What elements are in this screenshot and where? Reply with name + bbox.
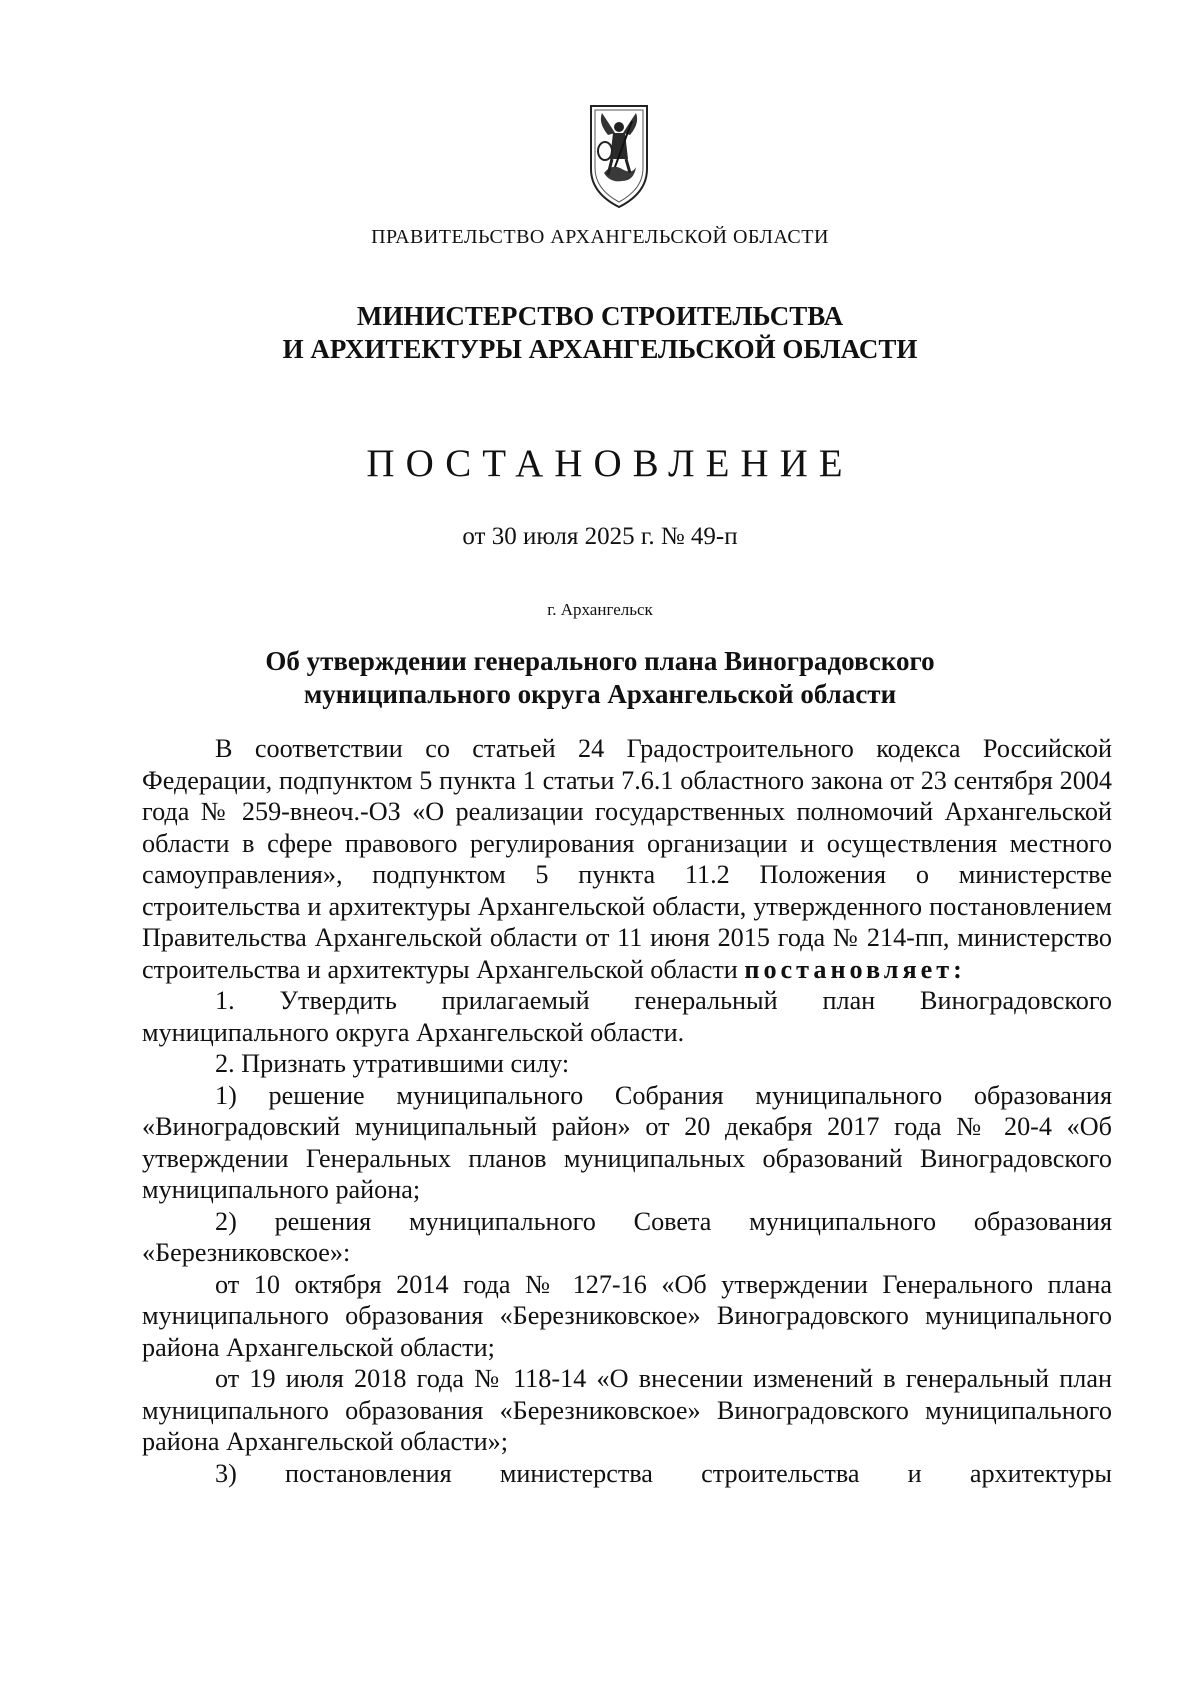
preamble-paragraph	[142, 733, 1112, 985]
item-2-1: 1) решение муниципального Собрания муниципального образования «Виноградовский муниципальный район» от 20 декабря 2017 года № 20-4 «Об утверждении Генеральных планов муниципальных образований Виноградовского муниципального района;	[142, 1080, 1112, 1204]
government-heading: ПРАВИТЕЛЬСТВО АРХАНГЕЛЬСКОЙ ОБЛАСТИ	[371, 226, 829, 248]
title-line-1: Об утверждении генерального плана Виноградовского	[265, 646, 935, 676]
document-type: ПОСТАНОВЛЕНИЕ	[366, 442, 854, 485]
preamble-text: В соответствии со статьей 24 Градостроительного кодекса Российской Федерации, подпунктом 5 пункта 1 статьи 7.6.1 областного закона от 23 сентября 2004 года № 259-внеоч.-ОЗ «О реализации государственных полномочий Архангельской области в сфере правового регулирования организации и осуществления местного самоуправления», подпунктом 5 пункта 11.2 Положения о министерстве строительства и архитектуры Архангельской области, утвержденного постановлением Правительства Архангельской области от 11 июня 2015 года № 214-пп, министерство строительства и архитектуры Архангельской области	[142, 734, 1112, 984]
item-2-2: 2) решения муниципального Совета муниципального образования «Березниковское»:	[142, 1206, 1112, 1267]
ministry-heading	[0, 300, 1200, 366]
decree-word: постановляет:	[744, 954, 966, 984]
item-2-2-b: от 19 июля 2018 года № 118-14 «О внесении изменений в генеральный план муниципального образования «Березниковское» Виноградовского муниципального района Архангельской области»;	[142, 1364, 1112, 1456]
item-1: 1. Утвердить прилагаемый генеральный план Виноградовского муниципального округа Архангельской области.	[142, 986, 1112, 1047]
city: г. Архангельск	[547, 600, 653, 619]
item-2: 2. Признать утратившими силу:	[215, 1049, 570, 1078]
document-body	[142, 733, 1112, 1489]
coat-of-arms-icon	[588, 103, 650, 211]
ministry-line-2: И АРХИТЕКТУРЫ АРХАНГЕЛЬСКОЙ ОБЛАСТИ	[282, 334, 918, 364]
date-and-number: от 30 июля 2025 г. № 49-п	[462, 523, 738, 550]
document-title	[0, 645, 1200, 711]
item-2-2-a: от 10 октября 2014 года № 127-16 «Об утверждении Генерального плана муниципального образования «Березниковское» Виноградовского муниципального района Архангельской области;	[142, 1269, 1112, 1362]
item-2-3: 3) постановления министерства строительства и архитектуры	[215, 1458, 1112, 1488]
title-line-2: муниципального округа Архангельской области	[303, 679, 897, 709]
ministry-line-1: МИНИСТЕРСТВО СТРОИТЕЛЬСТВА	[356, 301, 844, 331]
